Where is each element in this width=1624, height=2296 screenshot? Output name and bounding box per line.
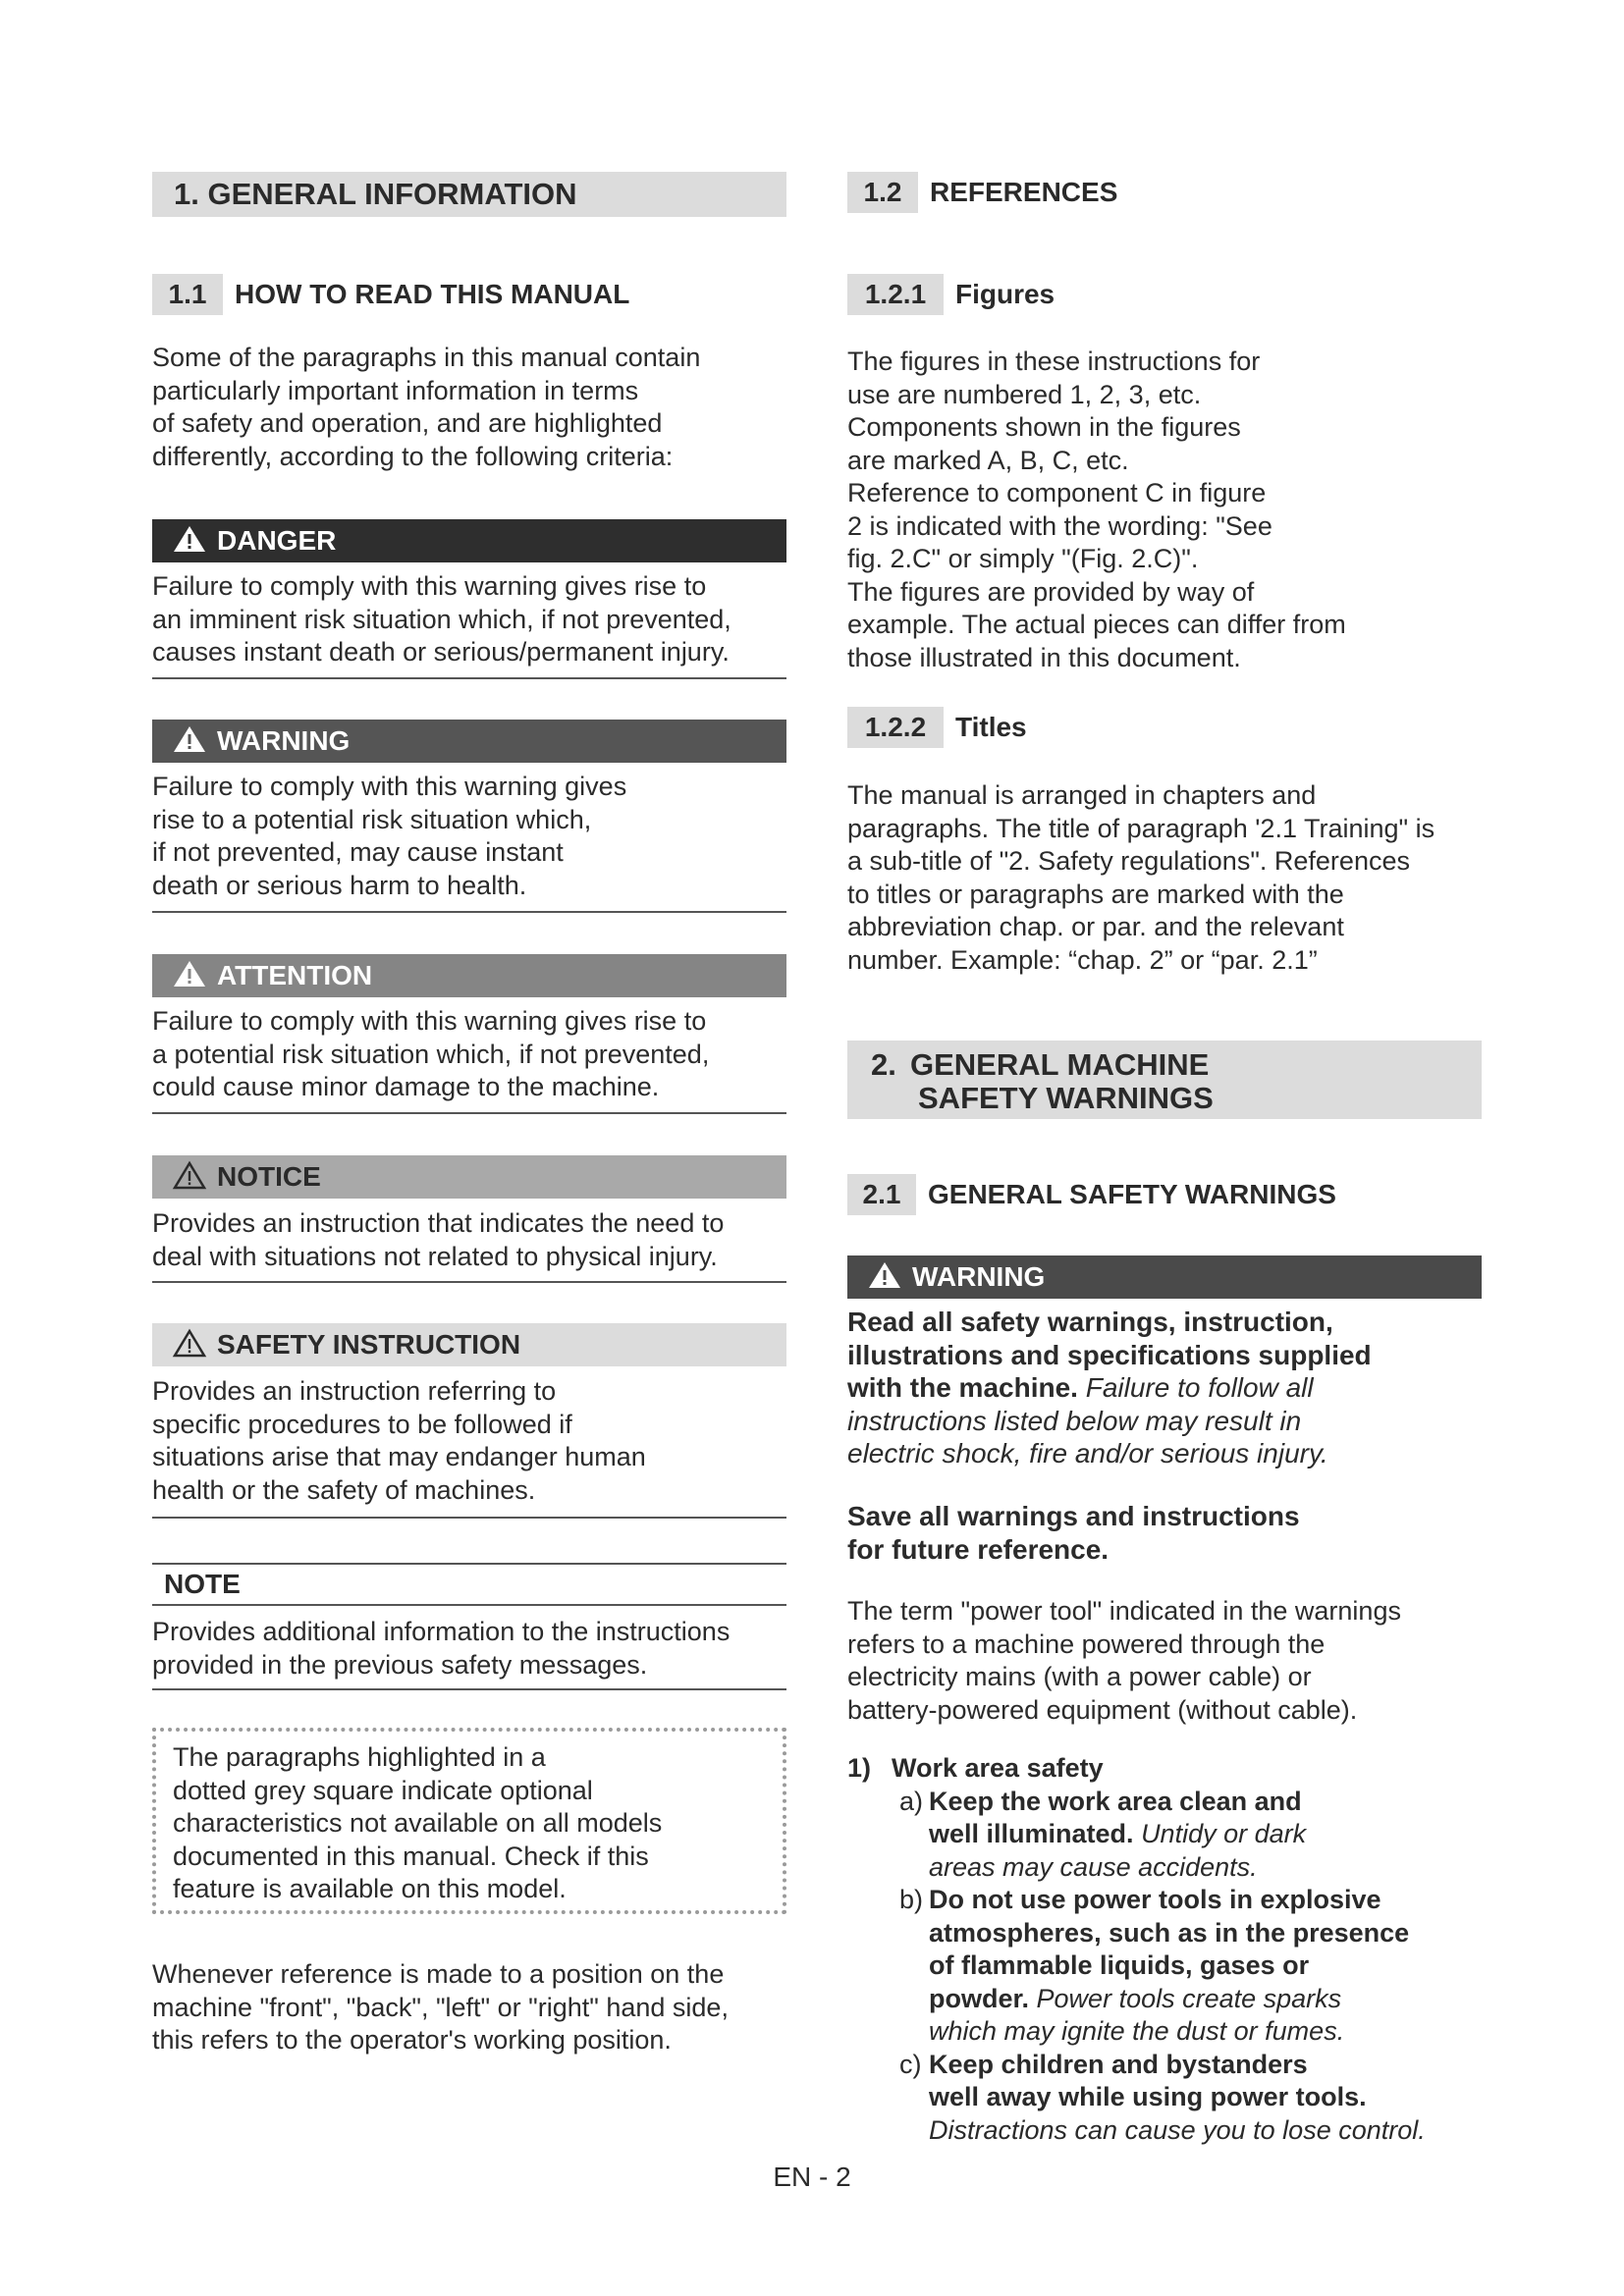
text-line: Failure to comply with this warning gives rise to <box>152 571 707 601</box>
text-line: illustrations and specifications supplied <box>847 1339 1372 1370</box>
text-line: refers to a machine powered through the <box>847 1629 1326 1659</box>
text-line: The figures are provided by way of <box>847 576 1255 607</box>
text-line: fig. 2.C" or simply "(Fig. 2.C)". <box>847 544 1199 573</box>
text-line: electric shock, fire and/or serious injury. <box>847 1438 1328 1468</box>
danger-text <box>152 570 731 669</box>
text-line: Failure to comply with this warning gives <box>152 772 627 801</box>
attention-text <box>152 1005 709 1104</box>
text-line: to titles or paragraphs are marked with the <box>847 879 1344 909</box>
warning-bar <box>152 720 786 763</box>
text-line: atmospheres, such as in the presence <box>929 1917 1410 1948</box>
text-line: Save all warnings and instructions <box>847 1501 1300 1531</box>
notice-label: NOTICE <box>217 1161 321 1192</box>
text-line: particularly important information in terms <box>152 375 639 405</box>
warning-triangle-icon <box>867 1260 902 1290</box>
text-line: a sub-title of "2. Safety regulations". References <box>847 846 1410 876</box>
divider <box>152 911 786 913</box>
optional-feature-text <box>173 1741 662 1906</box>
text-line: Provides additional information to the instructions <box>152 1617 731 1646</box>
divider <box>152 677 786 679</box>
safety-instruction-bar <box>152 1323 786 1366</box>
warning-label: WARNING <box>217 725 351 756</box>
list-number: 1) <box>847 1753 872 1783</box>
chapter-2-number: 2. <box>871 1047 896 1082</box>
text-line: Some of the paragraphs in this manual contain <box>152 343 701 372</box>
text-line: those illustrated in this document. <box>847 642 1241 672</box>
text-line: Distractions can cause you to lose control. <box>929 2114 1426 2145</box>
text-line: this refers to the operator's working position. <box>152 2025 672 2055</box>
text-line: electricity mains (with a power cable) or <box>847 1662 1312 1691</box>
warning-triangle-icon <box>172 524 207 554</box>
bold-text: with the machine. <box>847 1372 1078 1403</box>
section-title: REFERENCES <box>930 177 1118 207</box>
text-line: Failure to comply with this warning gives rise to <box>152 1006 707 1036</box>
text-line: which may ignite the dust or fumes. <box>929 2016 1345 2046</box>
warning-triangle-icon <box>172 724 207 754</box>
section-title: GENERAL SAFETY WARNINGS <box>928 1179 1336 1209</box>
attention-label: ATTENTION <box>217 960 373 990</box>
titles-paragraph <box>847 779 1435 977</box>
text-line: an imminent risk situation which, if not prevented, <box>152 604 731 634</box>
text-line: Keep the work area clean and <box>929 1786 1302 1816</box>
text-line: use are numbered 1, 2, 3, etc. <box>847 379 1202 409</box>
caution-triangle-outline-icon <box>172 1160 207 1190</box>
divider <box>152 1688 786 1690</box>
list-heading <box>847 1752 1495 1786</box>
text-line: documented in this manual. Check if this <box>173 1841 649 1871</box>
note-text <box>152 1616 730 1682</box>
text-line: are marked A, B, C, etc. <box>847 445 1129 475</box>
text-line: Read all safety warnings, instruction, <box>847 1307 1333 1337</box>
safety-instruction-text <box>152 1375 646 1507</box>
text-line: The term "power tool" indicated in the warnings <box>847 1596 1401 1626</box>
figures-paragraph <box>847 346 1346 674</box>
text-line: could cause minor damage to the machine. <box>152 1072 660 1101</box>
section-number: 2.1 <box>847 1174 916 1215</box>
section-title: HOW TO READ THIS MANUAL <box>235 279 630 309</box>
text-line: The figures in these instructions for <box>847 347 1261 376</box>
text-line: paragraphs. The title of paragraph '2.1 Training" is <box>847 813 1435 843</box>
section-number: 1.1 <box>152 274 223 315</box>
list-item <box>847 1884 1495 2049</box>
text-line: instructions listed below may result in <box>847 1405 1302 1436</box>
section-number: 1.2.1 <box>847 274 944 315</box>
section-1-2-2-heading <box>847 707 1027 748</box>
text-line: health or the safety of machines. <box>152 1474 536 1505</box>
text-line: specific procedures to be followed if <box>152 1409 572 1439</box>
text-line: The paragraphs highlighted in a <box>173 1742 546 1772</box>
danger-bar <box>152 519 786 562</box>
power-tool-term-paragraph <box>847 1595 1401 1727</box>
section-number: 1.2 <box>847 172 918 213</box>
chapter-1-heading <box>152 172 786 217</box>
note-label: NOTE <box>164 1569 241 1599</box>
text-line: rise to a potential risk situation which, <box>152 804 592 834</box>
chapter-1-number: 1. <box>174 177 199 211</box>
bold-text: well illuminated. <box>929 1819 1134 1848</box>
divider <box>152 1517 786 1519</box>
divider <box>152 1112 786 1114</box>
item-letter: c) <box>899 2049 922 2079</box>
bold-text: powder. <box>929 1983 1030 2013</box>
chapter-2-heading <box>847 1041 1482 1119</box>
item-letter: b) <box>899 1885 924 1914</box>
text-line: deal with situations not related to physical injury. <box>152 1241 718 1271</box>
text-line: Provides an instruction referring to <box>152 1376 557 1406</box>
text-line: The manual is arranged in chapters and <box>847 780 1317 810</box>
text-line: areas may cause accidents. <box>929 1851 1258 1882</box>
list-title: Work area safety <box>892 1753 1104 1783</box>
text-line: machine "front", "back", "left" or "right" hand side, <box>152 1992 729 2022</box>
warning-triangle-icon <box>172 959 207 988</box>
text-line: 2 is indicated with the wording: "See <box>847 510 1272 541</box>
section-number: 1.2.2 <box>847 707 944 748</box>
text-line: well away while using power tools. <box>929 2082 1367 2111</box>
note-heading <box>152 1563 786 1606</box>
text-line: causes instant death or serious/permanent injury. <box>152 637 730 667</box>
chapter-2-title-line2: SAFETY WARNINGS <box>918 1081 1214 1115</box>
text-line: feature is available on this model. <box>173 1874 567 1903</box>
warning-text <box>152 771 626 902</box>
page-number: EN - 2 <box>773 2162 851 2192</box>
text-line: dotted grey square indicate optional <box>173 1775 593 1805</box>
text-line: death or serious harm to health. <box>152 870 527 900</box>
text-line: situations arise that may endanger human <box>152 1442 646 1471</box>
italic-text: Untidy or dark <box>1141 1819 1307 1848</box>
text-line: differently, according to the following criteria: <box>152 441 674 471</box>
notice-bar <box>152 1155 786 1199</box>
text-line: Keep children and bystanders <box>929 2049 1308 2079</box>
text-line: a potential risk situation which, if not prevented, <box>152 1039 710 1069</box>
text-line: example. The actual pieces can differ from <box>847 610 1346 639</box>
text-line: of flammable liquids, gases or <box>929 1950 1310 1980</box>
text-line: if not prevented, may cause instant <box>152 837 564 867</box>
text-line: Components shown in the figures <box>847 412 1241 442</box>
text-line: Do not use power tools in explosive <box>929 1885 1381 1914</box>
warning-label: WARNING <box>912 1261 1046 1292</box>
text-line: Provides an instruction that indicates the need to <box>152 1208 725 1238</box>
section-1-2-heading <box>847 172 1117 213</box>
save-instructions <box>847 1500 1300 1566</box>
section-title: Titles <box>955 712 1027 742</box>
read-all-paragraph <box>847 1306 1372 1470</box>
text-line: provided in the previous safety messages. <box>152 1649 648 1680</box>
text-line: battery-powered equipment (without cable). <box>847 1694 1358 1725</box>
list-item <box>847 1786 1495 1885</box>
notice-text <box>152 1207 724 1273</box>
warning-bar <box>847 1255 1482 1299</box>
intro-paragraph <box>152 342 700 473</box>
text-line: Reference to component C in figure <box>847 478 1267 507</box>
text-line: abbreviation chap. or par. and the relevant <box>847 912 1344 941</box>
text-line: number. Example: “chap. 2” or “par. 2.1” <box>847 944 1318 975</box>
italic-text: Power tools create sparks <box>1036 1983 1342 2013</box>
caution-triangle-outline-icon <box>172 1328 207 1358</box>
list-item <box>847 2049 1495 2148</box>
safety-instruction-label: SAFETY INSTRUCTION <box>217 1329 521 1360</box>
text-line: Whenever reference is made to a position on the <box>152 1959 725 1989</box>
work-area-safety-list <box>847 1752 1495 2147</box>
text-line: of safety and operation, and are highlighted <box>152 408 663 438</box>
chapter-1-title: GENERAL INFORMATION <box>207 177 577 211</box>
text-line: for future reference. <box>847 1533 1110 1565</box>
section-1-2-1-heading <box>847 274 1055 315</box>
chapter-2-title-line1: GENERAL MACHINE <box>910 1047 1210 1082</box>
attention-bar <box>152 954 786 997</box>
section-2-1-heading <box>847 1174 1336 1215</box>
divider <box>152 1281 786 1283</box>
position-paragraph <box>152 1958 729 2057</box>
item-letter: a) <box>899 1786 924 1816</box>
section-title: Figures <box>955 279 1056 309</box>
italic-text: Failure to follow all <box>1085 1372 1314 1403</box>
section-1-1-heading <box>152 274 629 315</box>
text-line: characteristics not available on all models <box>173 1808 663 1838</box>
danger-label: DANGER <box>217 525 337 556</box>
